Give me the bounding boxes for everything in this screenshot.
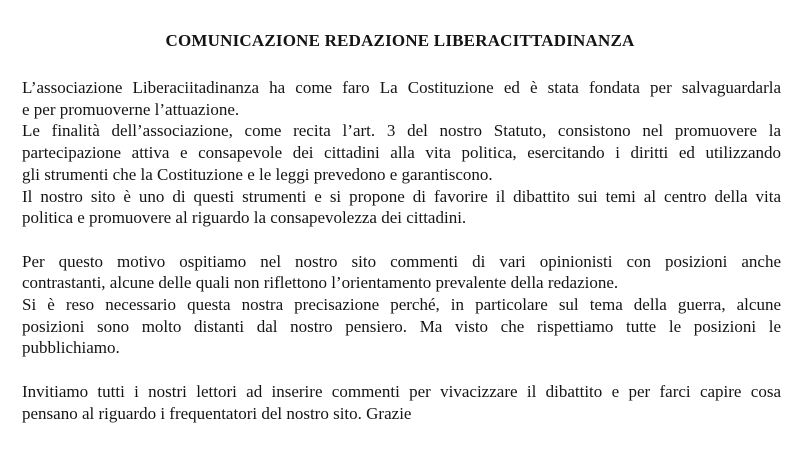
paragraph (22, 381, 781, 424)
text-line: Invitiamo tutti i nostri lettori ad inserire commenti per vivacizzare il dibattito e per farci capire cosa (22, 381, 781, 401)
paragraph (22, 120, 781, 185)
paragraph (22, 77, 781, 120)
section (22, 77, 781, 229)
text-line: Per questo motivo ospitiamo nel nostro sito commenti di vari opinionisti con posizioni anche (22, 251, 781, 271)
text-line: partecipazione attiva e consapevole dei cittadini alla vita politica, esercitando i diritti ed utilizzando (22, 143, 781, 163)
text-line: posizioni sono molto distanti dal nostro pensiero. Ma visto che rispettiamo tutte le posizioni le (22, 316, 781, 336)
page-title: COMUNICAZIONE REDAZIONE LIBERACITTADINANZA (165, 31, 635, 50)
section (22, 251, 781, 360)
paragraph (22, 294, 781, 359)
text-line: Il nostro sito è uno di questi strumenti e si propone di favorire il dibattito sui temi al centro della vita (22, 186, 781, 206)
text-line: L’associazione Liberaciitadinanza ha come faro La Costituzione ed è stata fondata per salvaguardarla (22, 78, 781, 97)
text-line: pensano al riguardo i frequentatori del nostro sito. Grazie (22, 403, 412, 423)
paragraph (22, 186, 781, 229)
document-body (0, 77, 800, 424)
text-line: contrastanti, alcune delle quali non riflettono l’orientamento prevalente della redazione. (22, 273, 619, 293)
paragraph (22, 251, 781, 294)
text-line: pubblichiamo. (22, 338, 120, 358)
text-line: Le finalità dell’associazione, come recita l’art. 3 del nostro Statuto, consistono nel promuovere la (22, 121, 781, 141)
text-line: Si è reso necessario questa nostra precisazione perché, in particolare sul tema della guerra, alcune (22, 295, 781, 315)
text-line: e per promuoverne l’attuazione. (22, 99, 240, 119)
text-line: politica e promuovere al riguardo la consapevolezza dei cittadini. (22, 208, 467, 228)
text-line: gli strumenti che la Costituzione e le leggi prevedono e garantiscono. (22, 164, 493, 184)
section (22, 381, 781, 424)
